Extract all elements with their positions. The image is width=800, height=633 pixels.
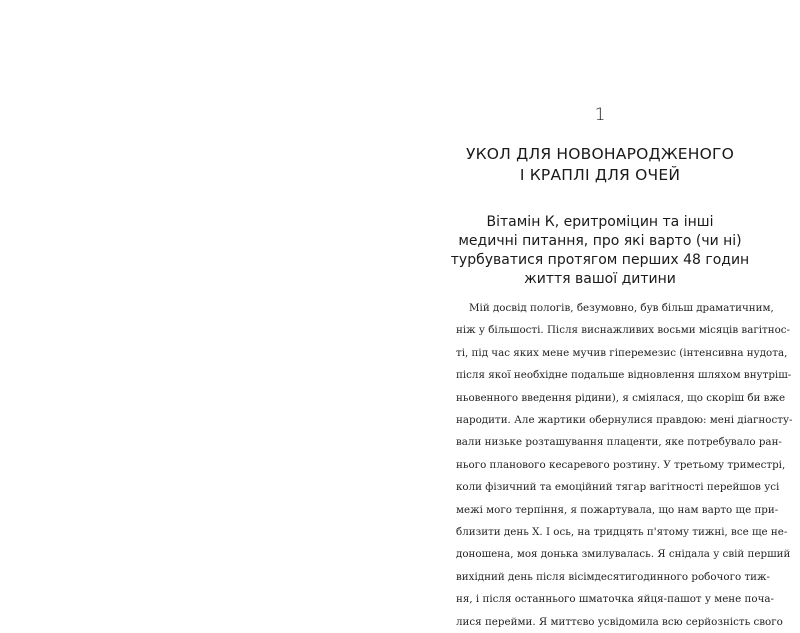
body-line: ті, під час яких мене мучив гіперемезис (інтенсивна нудота, <box>456 346 788 359</box>
body-line: ніж у більшості. Після виснажливих восьми місяців вагітнос- <box>456 324 791 337</box>
chapter-title-line: І КРАПЛІ ДЛЯ ОЧЕЙ <box>519 166 681 184</box>
body-line: коли фізичний та емоційний тягар вагітності перейшов усі <box>456 481 780 494</box>
body-line: після якої необхідне подальше відновлення шляхом внутріш- <box>456 369 792 382</box>
chapter-subtitle-line: турбуватися протягом перших 48 годин <box>450 252 750 268</box>
body-line: народити. Але жартики обернулися правдою: мені діагносту- <box>456 414 793 427</box>
chapter-number: 1 <box>594 105 606 125</box>
body-line: лися перейми. Я миттєво усвідомила всю серйозність свого <box>456 615 783 628</box>
chapter-subtitle <box>400 213 800 289</box>
chapter-subtitle-line: життя вашої дитини <box>524 271 676 287</box>
body-line: доношена, моя донька змилувалась. Я снідала у свій перший <box>456 548 791 561</box>
body-line: межі мого терпіння, я пожартувала, що нам варто ще при- <box>456 503 779 516</box>
body-line: вихідний день після вісімдесятигодинного робочого тиж- <box>456 570 770 583</box>
body-line: вали низьке розташування плаценти, яке потребувало ран- <box>456 436 782 449</box>
left-page-blank <box>0 0 400 595</box>
body-line: ньовенного введення рідини), я сміялася, що скоріш би вже <box>456 391 786 404</box>
body-line: ня, і після останнього шматочка яйця-пашот у мене поча- <box>456 593 775 606</box>
body-line: Мій досвід пологів, безумовно, був більш драматичним, <box>469 302 774 314</box>
chapter-title-line: УКОЛ ДЛЯ НОВОНАРОДЖЕНОГО <box>465 145 735 163</box>
body-line: нього планового кесаревого розтину. У третьому триместрі, <box>456 458 786 471</box>
body-line: близити день Х. І ось, на тридцять п'ятому тижні, все ще не- <box>456 526 788 539</box>
chapter-subtitle-line: Вітамін К, еритроміцин та інші <box>486 214 714 230</box>
body-paragraph <box>456 297 793 633</box>
chapter-subtitle-line: медичні питання, про які варто (чи ні) <box>458 233 742 249</box>
chapter-title <box>400 144 800 186</box>
right-page <box>400 0 800 628</box>
